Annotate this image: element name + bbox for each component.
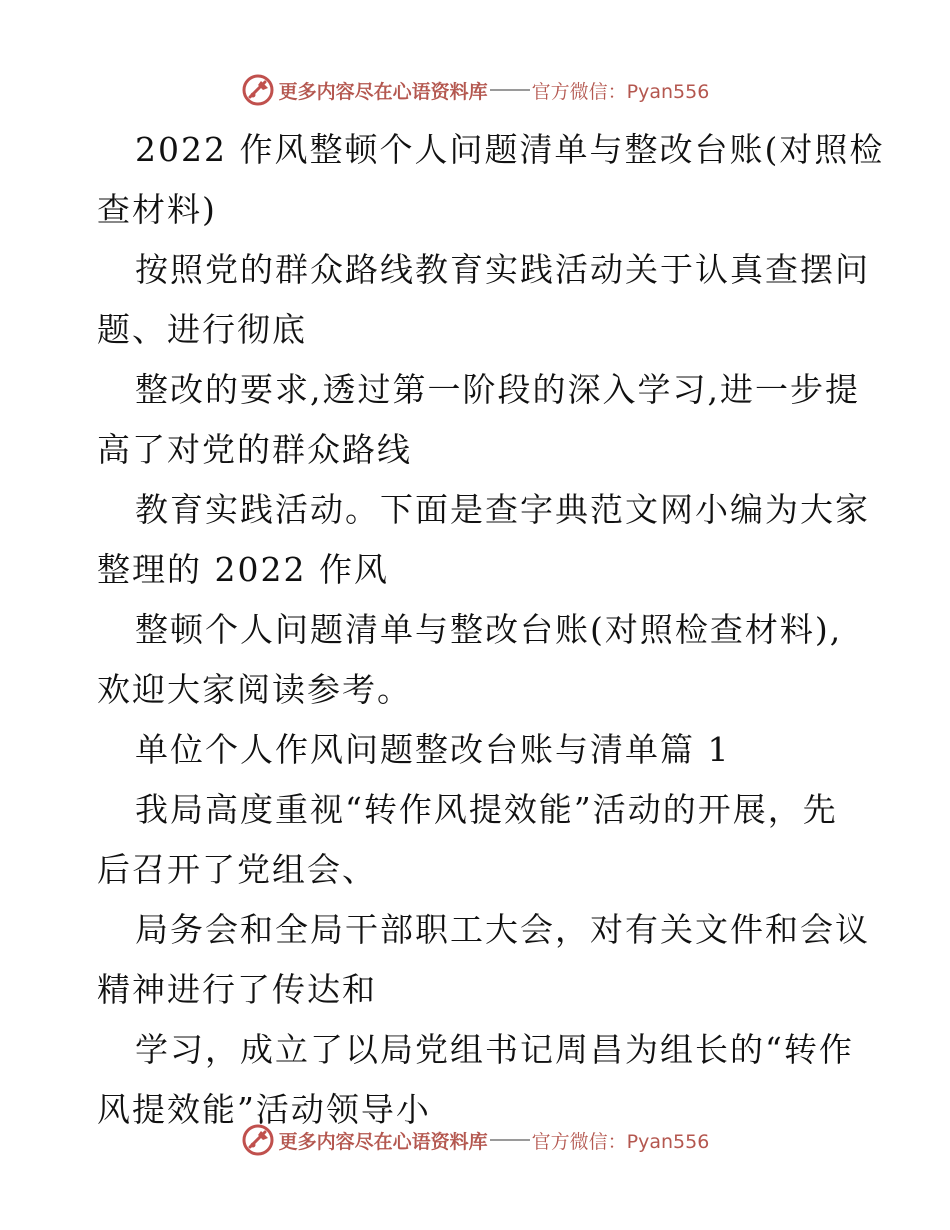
footer-banner: [0, 1120, 950, 1160]
logo-icon: [241, 73, 275, 107]
paragraph-line: 整理的 2022 作风: [97, 550, 389, 589]
paragraph-line: 精神进行了传达和: [97, 970, 377, 1009]
section-heading: 单位个人作风问题整改台账与清单篇 1: [135, 730, 731, 769]
footer-site-text: 更多内容尽在心语资料库: [278, 1130, 488, 1153]
paragraph-line: 整顿个人问题清单与整改台账(对照检查材料),: [135, 610, 843, 649]
paragraph-line: 后召开了党组会、: [97, 850, 377, 889]
paragraph-line: 教育实践活动。下面是查字典范文网小编为大家: [135, 490, 870, 529]
paragraph-line: 高了对党的群众路线: [97, 430, 412, 469]
paragraph-line: 欢迎大家阅读参考。: [97, 670, 412, 709]
paragraph-line: 2022 作风整顿个人问题清单与整改台账(对照检: [135, 130, 885, 169]
header-wechat-text: 官方微信：Pyan556: [531, 80, 710, 103]
paragraph-line: 查材料): [97, 190, 217, 229]
paragraph-line: 整改的要求,透过第一阶段的深入学习,进一步提: [135, 370, 860, 409]
header-site-text: 更多内容尽在心语资料库: [278, 80, 488, 103]
paragraph-line: 我局高度重视“转作风提效能”活动的开展，先: [135, 790, 838, 829]
document-body: [97, 120, 885, 1140]
footer-wechat-text: 官方微信：Pyan556: [531, 1130, 710, 1153]
header-banner: [0, 70, 950, 110]
paragraph-line: 题、进行彻底: [97, 310, 307, 349]
paragraph-line: 风提效能”活动领导小: [97, 1090, 431, 1129]
logo-icon: [241, 1123, 275, 1157]
footer-divider: [490, 1139, 530, 1141]
paragraph-line: 局务会和全局干部职工大会，对有关文件和会议: [135, 910, 870, 949]
header-divider: [490, 89, 530, 91]
paragraph-line: 按照党的群众路线教育实践活动关于认真查摆问: [135, 250, 870, 289]
paragraph-line: 学习，成立了以局党组书记周昌为组长的“转作: [135, 1030, 854, 1069]
